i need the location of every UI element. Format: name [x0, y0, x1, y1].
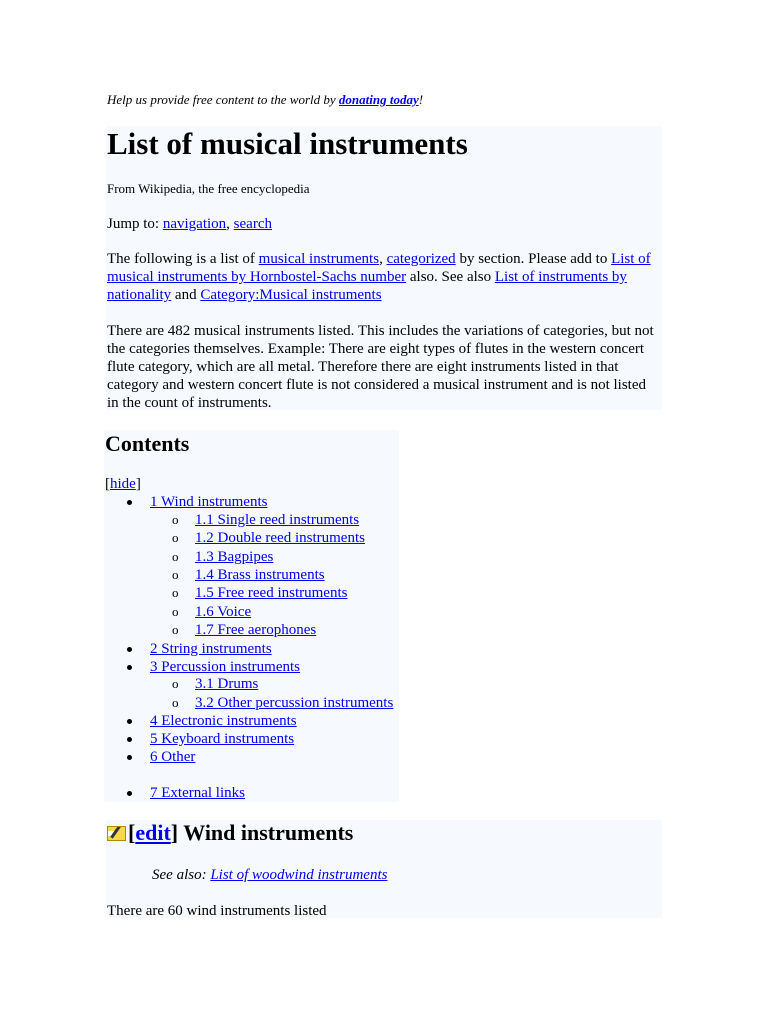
toc-link[interactable]: 3 Percussion instruments [150, 659, 300, 675]
bullet-icon [127, 500, 132, 505]
toc-link[interactable]: 1.5 Free reed instruments [195, 585, 348, 601]
toc-link[interactable]: 7 External links [150, 785, 245, 801]
sub-bullet-icon: o [172, 604, 179, 619]
section-heading-wind-instruments [107, 818, 353, 848]
toc-hide-toggle [105, 475, 141, 493]
bullet-icon [127, 737, 132, 742]
musical-instruments-link[interactable]: musical instruments [258, 251, 380, 267]
donating-today-link[interactable]: donating today [338, 92, 419, 107]
sub-bullet-icon: o [172, 549, 179, 564]
toc-link[interactable]: 1.1 Single reed instruments [195, 512, 360, 528]
toc-link[interactable]: 1.6 Voice [195, 604, 252, 620]
toc-hide-link[interactable]: hide [110, 476, 136, 492]
hornbostel-sachs-link-part-2[interactable]: musical instruments by Hornbostel-Sachs number [107, 269, 407, 285]
see-also-label: See also: [152, 867, 211, 883]
jump-search-link[interactable]: search [233, 216, 272, 232]
toc-link[interactable]: 1.4 Brass instruments [195, 567, 325, 583]
donate-suffix: ! [418, 92, 424, 107]
sub-bullet-icon: o [172, 676, 179, 691]
edit-bracket-open: [ [128, 820, 136, 845]
section-heading-text: Wind instruments [178, 820, 354, 845]
count-line: There are 482 musical instruments listed. This includes the variations of categories, but not [107, 323, 654, 339]
toc-link[interactable]: 5 Keyboard instruments [150, 731, 295, 747]
intro-paragraph [107, 250, 659, 304]
jump-to-label: Jump to: [107, 216, 163, 232]
count-line: flute category, which are all metal. Therefore there are eight instruments listed in that [107, 359, 619, 375]
categorized-link[interactable]: categorized [386, 251, 456, 267]
intro-line-1 [107, 250, 659, 268]
page-subtitle: From Wikipedia, the free encyclopedia [107, 181, 310, 196]
sub-bullet-icon: o [172, 622, 179, 637]
edit-pencil-icon[interactable] [107, 826, 126, 841]
edit-bracket-close: ] [170, 820, 179, 845]
jump-separator: , [226, 216, 234, 232]
bullet-icon [127, 647, 132, 652]
toc-link[interactable]: 6 Other [150, 749, 196, 765]
woodwind-instruments-link[interactable]: List of woodwind instruments [210, 867, 388, 883]
toc-link[interactable]: 3.1 Drums [195, 676, 259, 692]
toc-link[interactable]: 1.3 Bagpipes [195, 549, 274, 565]
count-line: in the count of instruments. [107, 395, 272, 411]
toc-link[interactable]: 3.2 Other percussion instruments [195, 695, 394, 711]
toc-link[interactable]: 1 Wind instruments [150, 494, 268, 510]
wind-count-text: There are 60 wind instruments listed [107, 903, 327, 919]
bullet-icon [127, 755, 132, 760]
instruments-by-nationality-link-part-1[interactable]: List of instruments by [494, 269, 627, 285]
toc-title: Contents [105, 431, 190, 456]
intro-line-3 [107, 286, 659, 304]
page-title: List of musical instruments [107, 126, 468, 161]
sub-bullet-icon: o [172, 695, 179, 710]
instrument-count-paragraph [107, 322, 659, 412]
toc-link[interactable]: 2 String instruments [150, 641, 272, 657]
bullet-icon [127, 665, 132, 670]
jump-to-bar [107, 215, 272, 233]
toc-hide-bracket-open: [ [105, 476, 110, 492]
see-also-note [152, 866, 387, 884]
sub-bullet-icon: o [172, 585, 179, 600]
toc-hide-bracket-close: ] [135, 476, 141, 492]
intro-line-2 [107, 268, 659, 286]
bullet-icon [127, 719, 132, 724]
intro-text-2: , [379, 251, 387, 267]
intro-text-3: by section. Please add to [455, 251, 612, 267]
sub-bullet-icon: o [172, 512, 179, 527]
category-musical-instruments-link[interactable]: Category:Musical instruments [200, 287, 382, 303]
sub-bullet-icon: o [172, 567, 179, 582]
sub-bullet-icon: o [172, 530, 179, 545]
toc-link[interactable]: 4 Electronic instruments [150, 713, 297, 729]
donate-banner [107, 91, 423, 109]
intro-text-1: The following is a list of [107, 251, 259, 267]
intro-text-4: also. See also [406, 269, 495, 285]
toc-link[interactable]: 1.2 Double reed instruments [195, 530, 365, 546]
hornbostel-sachs-link-part-1[interactable]: List of [611, 251, 651, 267]
jump-navigation-link[interactable]: navigation [162, 216, 227, 232]
intro-text-5: and [171, 287, 201, 303]
bullet-icon [127, 791, 132, 796]
count-line: the categories themselves. Example: There are eight types of flutes in the western concert [107, 341, 645, 357]
toc-link[interactable]: 1.7 Free aerophones [195, 622, 317, 638]
count-line: category and western concert flute is not considered a musical instrument and is not listed [107, 377, 647, 393]
donate-text: Help us provide free content to the world by [107, 92, 339, 107]
section-edit-link[interactable]: edit [135, 820, 171, 845]
instruments-by-nationality-link-part-2[interactable]: nationality [107, 287, 172, 303]
